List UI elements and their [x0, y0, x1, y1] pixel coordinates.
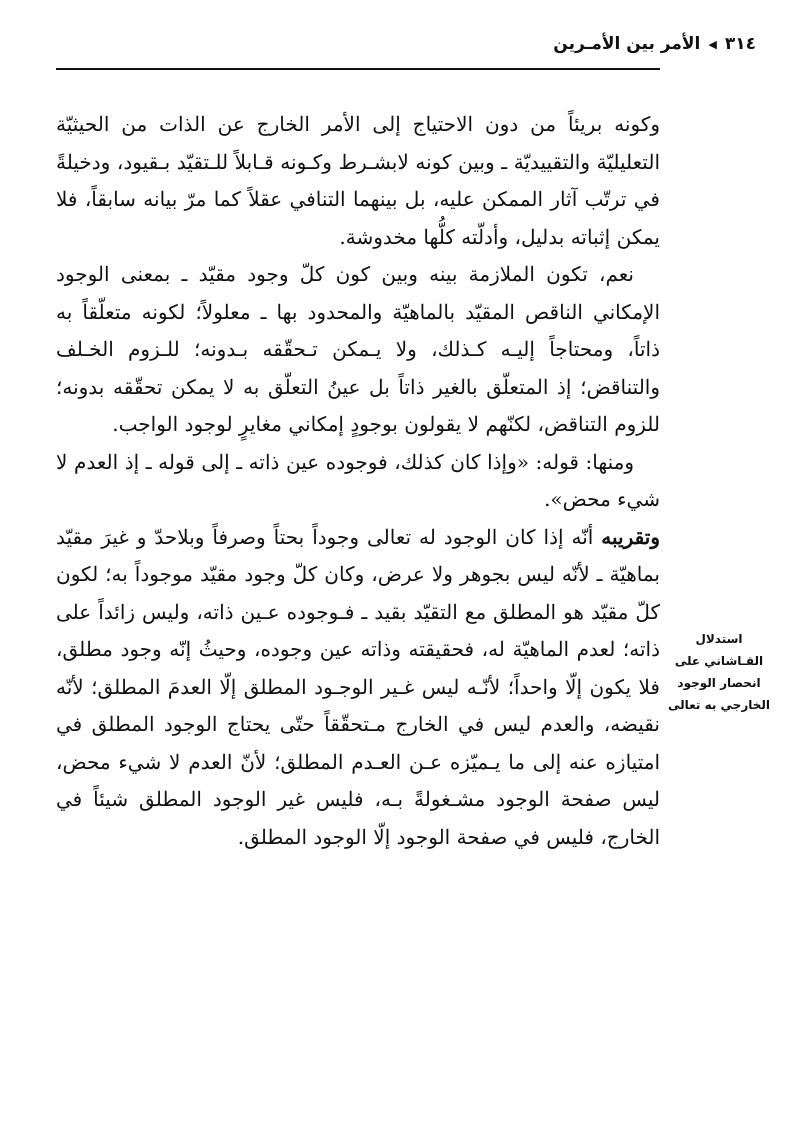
paragraph-3: ومنها: قوله: «وإذا كان كذلك، فوجوده عين ذاته ـ إلى قوله ـ إذ العدم لا شيء محض». — [56, 449, 660, 511]
body-text — [56, 106, 660, 856]
margin-note: استدلال القـاشاني على انحصار الوجود الخارجي به تعالى — [667, 632, 771, 712]
paragraph-1: وكونه بريئاً من دون الاحتياج إلى الأمر الخارج عن الذات من الحيثيّة التعليليّة والتقييديّة ـ وبين كونه لابشـرط وكـونه قـابلاً للـتقيّد بـقيود، ودخيلةً في ترتّب آثار الممكن عليه، بل بينهما التنافي عقلاً كما مرّ بيانه سابقاً، فلا يمكن إثباته بدليل، وأدلّته كلُّها مخدوشة. — [56, 112, 660, 249]
page-header — [56, 30, 756, 66]
header-divider — [56, 68, 660, 70]
running-title: الأمر بين الأمـرين — [553, 34, 701, 54]
paragraph-4 — [56, 519, 660, 857]
lead-word: وتقريبه — [601, 524, 660, 549]
arrow-left-icon: ◀ — [708, 37, 717, 51]
paragraph-4-text: أنّه إذا كان الوجود له تعالى وجوداً بحتاً وصرفاً وبلاحدّ و غيرَ مقيّد بماهيّة ـ لأنّه ليس بجوهر ولا عرض، وكان كلّ وجود مقيّد موجوداً به؛ لكون كلّ مقيّد هو المطلق مع التقيّد بقيد ـ فـوجوده عـين ذاته، وليس زائداً على ذاته؛ لعدم الماهيّة له، فحقيقته وذاته عين وجوده، وحيثُ إنّه وجود مطلق، فلا يكون إلّا واحداً؛ لأنّـه ليس غـير الوجـود المطلق إلّا العدمَ المطلق؛ لأنّه نقيضه، والعدم ليس في الخارج مـتحقّقاً حتّى يحتاج الوجود المطلق في امتيازه عنه إلى ما يـميّزه عـن العـدم المطلق؛ لأنّ العدم لا شيء محض، ليس صفحة الوجود مشـغولةً بـه، فليس غير الوجود المطلق شيئاً في الخارج، فليس في صفحة الوجود إلّا الوجود المطلق. — [56, 524, 660, 849]
page-number: ٣١٤ — [724, 34, 756, 54]
paragraph-2: نعم، تكون الملازمة بينه وبين كون كلّ وجود مقيّد ـ بمعنى الوجود الإمكاني الناقص المقيّد بالماهيّة والمحدود بها ـ معلولاً؛ لكونه متعلّقاً به ذاتاً، ومحتاجاً إليـه كـذلك، ولا يـمكن تـحقّقه بـدونه؛ للـزوم الخـلف والتناقض؛ إذ المتعلّق بالغير ذاتاً بل عينُ التعلّق به لا يمكن تحقّقه بدونه؛ للزوم التناقض، لكنّهم لا يقولون بوجودٍ إمكاني مغايرٍ لوجود الواجب. — [56, 262, 660, 436]
running-head — [553, 34, 756, 54]
